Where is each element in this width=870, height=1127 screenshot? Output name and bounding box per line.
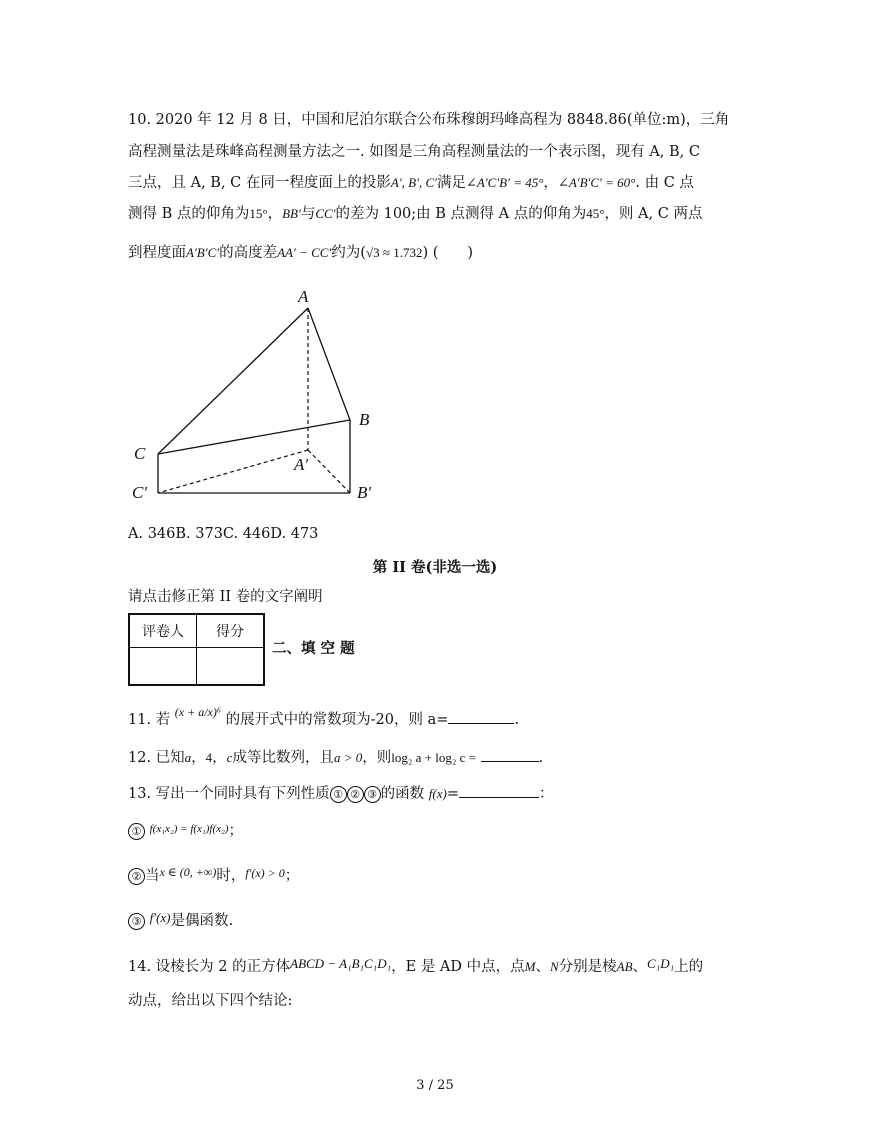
q13-text: 的函数 xyxy=(380,786,425,802)
q13-text: ； xyxy=(284,868,300,884)
q11-text: 的展开式中的常数项为-20，则 a= xyxy=(225,712,449,728)
q10-line-3 xyxy=(128,173,748,193)
q14-line-1 xyxy=(128,957,748,977)
q12-text: ，则 xyxy=(362,750,392,766)
q10-math: BB′ xyxy=(282,206,301,221)
q11-text: 11. 若 xyxy=(128,712,171,728)
property-1-marker: ① xyxy=(330,786,347,803)
q10-math: ∠A′B′C′ = 60° xyxy=(557,175,636,190)
q12-math: 4 xyxy=(205,750,213,765)
q12-math: a > 0 xyxy=(333,750,363,765)
q10-line-2: 高程测量法是珠峰高程测量方法之一. 如图是三角高程测量法的一个表示图，现有 A, B, C xyxy=(128,144,700,160)
q10-text: ， xyxy=(543,175,558,191)
q11 xyxy=(128,705,748,730)
edge-A1-C1-dashed xyxy=(158,450,308,493)
q10-text: 的差为 100;由 B 点测得 A 点的仰角为 xyxy=(335,206,587,222)
q14-math: M xyxy=(524,959,536,974)
q10-text: ， xyxy=(267,206,283,222)
grader-header: 评卷人 xyxy=(129,614,197,648)
label-B: B xyxy=(359,410,370,429)
q10-math: A′B′C′ xyxy=(186,245,220,260)
score-header: 得分 xyxy=(197,614,265,648)
q13-math: f′(x) xyxy=(149,910,171,925)
q14-math: ABCD − A₁B₁C₁D₁ xyxy=(290,956,392,971)
q12-answer-blank[interactable] xyxy=(481,747,539,762)
property-2-marker: ② xyxy=(347,786,364,803)
q14-text: 、 xyxy=(535,959,550,975)
q13-math: x ∈ (0, +∞) xyxy=(159,865,217,879)
q10-line-5 xyxy=(128,243,748,263)
q13-answer-blank[interactable] xyxy=(459,783,539,798)
label-A-prime: A′ xyxy=(294,455,309,474)
edge-A1-B1-dashed xyxy=(308,450,350,493)
q13-math: f(x₁x₂) = f(x₁)f(x₂) xyxy=(149,823,229,835)
property-3-marker: ③ xyxy=(364,786,381,803)
score-cell[interactable] xyxy=(197,648,265,686)
label-C-prime: C′ xyxy=(132,483,148,502)
q10-text: . 由 C 点 xyxy=(635,175,694,191)
q13-text: 是偶函数. xyxy=(170,913,234,929)
q10-text: 三点，且 A, B, C 在同一程度面上的投影 xyxy=(128,175,391,191)
q12-text: 成等比数列，且 xyxy=(232,750,334,766)
q13 xyxy=(128,783,748,804)
q12-text: ， xyxy=(212,750,227,766)
q14-text: ，E 是 AD 中点，点 xyxy=(391,959,525,975)
q12-text: 12. 已知 xyxy=(128,750,185,766)
part-title: 二、填 空 题 xyxy=(272,640,355,657)
label-B-prime: B′ xyxy=(357,483,372,502)
q14-text: 上的 xyxy=(674,959,704,975)
q13-end: ： xyxy=(538,786,554,802)
section-title: 第 II 卷(非选一选) xyxy=(372,559,498,576)
q10-math: √3 ≈ 1.732 xyxy=(365,245,423,260)
q14-line-2: 动点，给出以下四个结论: xyxy=(128,993,293,1009)
q10-text: ，则 A, C 两点 xyxy=(604,206,703,222)
q13-text: 当 xyxy=(145,868,160,884)
q10-text: 测得 B 点的仰角为 xyxy=(128,206,250,222)
q14-math: AB xyxy=(616,959,633,974)
section-note: 请点击修正第 II 卷的文字阐明 xyxy=(128,589,323,605)
q12-math: log₂ a + log₂ c = xyxy=(391,750,476,765)
q13-text: 时， xyxy=(216,868,246,884)
q14-text: 、 xyxy=(632,959,648,975)
q10-options: A. 346B. 373C. 446D. 473 xyxy=(128,526,319,542)
q10-line-4 xyxy=(128,204,748,224)
q12 xyxy=(128,747,748,768)
edge-A-B xyxy=(308,308,350,420)
q10-math: AA′ − CC′ xyxy=(277,245,332,260)
q14-math: C₁D₁ xyxy=(647,956,675,971)
label-A: A xyxy=(298,287,309,306)
q13-text: = xyxy=(446,786,459,802)
q10-text: 约为( xyxy=(331,245,366,261)
q10-math: 15° xyxy=(249,206,268,221)
q14-text: 分别是棱 xyxy=(558,959,617,975)
q10-math: CC′ xyxy=(315,206,336,221)
q10-math: A′, B′, C′ xyxy=(390,175,437,190)
q12-text: ， xyxy=(191,750,206,766)
q10-text: 到程度面 xyxy=(128,245,186,261)
q10-math: ∠A′C′B′ = 45° xyxy=(465,175,544,190)
q11-answer-blank[interactable] xyxy=(448,709,514,724)
q13-text: 13. 写出一个同时具有下列性质 xyxy=(128,786,330,802)
grader-cell[interactable] xyxy=(129,648,197,686)
label-C: C xyxy=(134,444,146,463)
property-2-marker: ② xyxy=(128,868,145,885)
edge-A-C xyxy=(158,308,308,454)
q13-text: ； xyxy=(228,823,244,839)
q10-text: 的高度差 xyxy=(219,245,278,261)
q11-expression: (x + a/x)⁶ xyxy=(174,705,222,719)
q10-text: ) ( ) xyxy=(422,245,474,261)
q13-math: f′(x) > 0 xyxy=(245,866,285,880)
q10-text: 满足 xyxy=(436,175,466,191)
grader-score-table xyxy=(128,613,265,686)
q10-math: 45° xyxy=(586,206,605,221)
q12-math: c xyxy=(226,750,233,765)
q14-math: N xyxy=(549,959,559,974)
q13-property-3 xyxy=(128,911,748,931)
q10-text: 与 xyxy=(300,206,316,222)
triangulation-figure xyxy=(128,282,388,514)
q13-property-2 xyxy=(128,866,748,886)
q12-end: . xyxy=(538,750,544,766)
q12-math: a xyxy=(184,750,192,765)
property-3-marker: ③ xyxy=(128,913,145,930)
q10-line-1: 10. 2020 年 12 月 8 日，中国和尼泊尔联合公布珠穆朗玛峰高程为 8848.86(单位:m)，三角 xyxy=(128,112,730,128)
q13-property-1 xyxy=(128,821,748,842)
page-number: 3 / 25 xyxy=(416,1078,454,1093)
q13-math: f(x) xyxy=(428,786,447,801)
property-1-marker: ① xyxy=(128,823,145,840)
q14-text: 14. 设棱长为 2 的正方体 xyxy=(128,959,291,975)
q11-end: . xyxy=(514,712,520,728)
